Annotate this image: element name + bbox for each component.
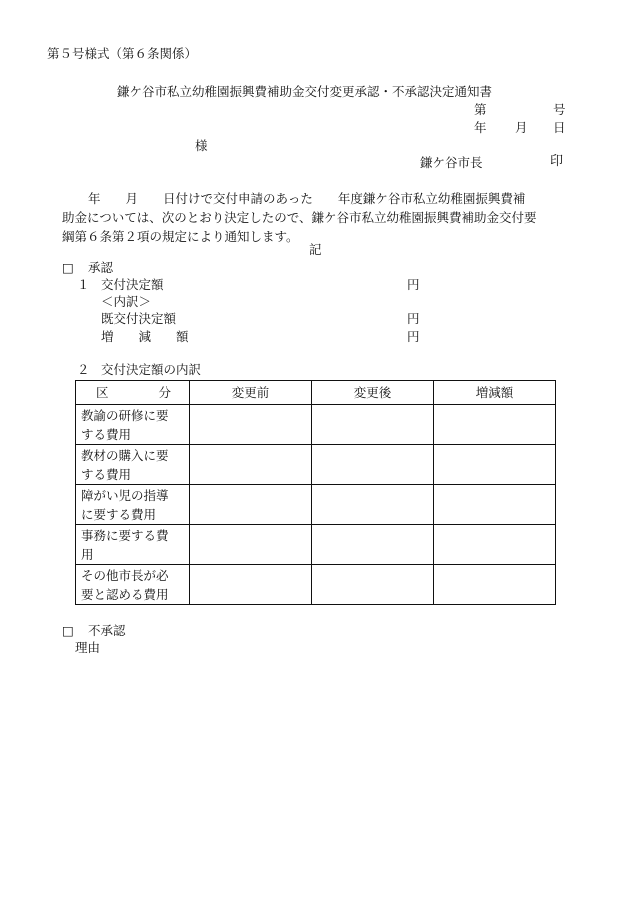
item2-label: 交付決定額の内訳 xyxy=(101,362,202,377)
disapproval-label: 不承認 xyxy=(88,623,126,638)
cell-difference[interactable] xyxy=(434,525,556,565)
seal-mark: 印 xyxy=(550,154,564,169)
cell-difference[interactable] xyxy=(434,485,556,525)
row-category xyxy=(76,525,190,565)
row-category xyxy=(76,565,190,605)
table-row xyxy=(76,405,556,445)
category-line: 教諭の研修に要 xyxy=(81,407,169,423)
table-row xyxy=(76,525,556,565)
category-line: する費用 xyxy=(81,466,132,482)
category-line: 教材の購入に要 xyxy=(81,447,169,463)
disapproval-checkbox[interactable]: □ xyxy=(62,623,74,638)
cell-after[interactable] xyxy=(312,525,434,565)
table-header-row xyxy=(76,381,556,405)
cell-after[interactable] xyxy=(312,565,434,605)
addressee-suffix: 様 xyxy=(195,138,208,153)
header-difference: 増減額 xyxy=(434,381,556,405)
header-after: 変更後 xyxy=(312,381,434,405)
cell-before[interactable] xyxy=(190,565,312,605)
ki-label: 記 xyxy=(309,242,322,257)
category-line: 用 xyxy=(81,546,94,562)
cell-before[interactable] xyxy=(190,485,312,525)
breakdown-label: ＜内訳＞ xyxy=(101,294,152,309)
table-row xyxy=(76,445,556,485)
body-line: 助金については、次のとおり決定したので、鎌ケ谷市私立幼稚園振興費補助金交付要 xyxy=(62,210,537,225)
existing-amount-label: 既交付決定額 xyxy=(101,311,177,326)
category-line: その他市長が必 xyxy=(81,567,169,583)
date-year: 年 xyxy=(474,120,487,135)
body-paragraph-cont xyxy=(62,208,572,246)
approval-checkbox[interactable]: □ xyxy=(62,260,74,275)
doc-number-label: 第 xyxy=(474,102,487,117)
date-month: 月 xyxy=(515,120,528,135)
cell-before[interactable] xyxy=(190,525,312,565)
table-row xyxy=(76,565,556,605)
category-line: する費用 xyxy=(81,426,132,442)
cell-difference[interactable] xyxy=(434,565,556,605)
row-category xyxy=(76,485,190,525)
document-title: 鎌ケ谷市私立幼稚園振興費補助金交付変更承認・不承認決定通知書 xyxy=(117,84,493,99)
breakdown-table xyxy=(75,380,556,605)
row-category xyxy=(76,405,190,445)
reason-label: 理由 xyxy=(75,640,101,655)
form-number: 第５号様式（第６条関係） xyxy=(47,46,198,61)
cell-before[interactable] xyxy=(190,405,312,445)
issuer-name: 鎌ケ谷市長 xyxy=(420,155,483,170)
existing-yen: 円 xyxy=(407,311,420,326)
body-line: 年 月 日付けで交付申請のあった 年度鎌ケ谷市私立幼稚園振興費補 xyxy=(88,191,526,206)
item1-yen: 円 xyxy=(407,277,420,292)
doc-number-suffix: 号 xyxy=(553,102,566,117)
item1-number: １ xyxy=(77,277,90,292)
cell-after[interactable] xyxy=(312,405,434,445)
body-line: 綱第６条第２項の規定により通知します。 xyxy=(62,229,299,244)
date-day: 日 xyxy=(553,120,566,135)
cell-before[interactable] xyxy=(190,445,312,485)
header-category: 区 分 xyxy=(76,381,190,405)
cell-after[interactable] xyxy=(312,485,434,525)
category-line: 事務に要する費 xyxy=(81,527,169,543)
category-line: に要する費用 xyxy=(81,506,157,522)
row-category xyxy=(76,445,190,485)
cell-difference[interactable] xyxy=(434,445,556,485)
change-yen: 円 xyxy=(407,329,420,344)
approval-label: 承認 xyxy=(88,260,114,275)
category-line: 要と認める費用 xyxy=(81,586,169,602)
header-before: 変更前 xyxy=(190,381,312,405)
item2-number: ２ xyxy=(77,362,90,377)
item1-label: 交付決定額 xyxy=(101,277,164,292)
body-paragraph xyxy=(62,189,572,208)
table-row xyxy=(76,485,556,525)
cell-difference[interactable] xyxy=(434,405,556,445)
change-amount-label: 増 減 額 xyxy=(101,329,189,344)
category-line: 障がい児の指導 xyxy=(81,487,169,503)
cell-after[interactable] xyxy=(312,445,434,485)
